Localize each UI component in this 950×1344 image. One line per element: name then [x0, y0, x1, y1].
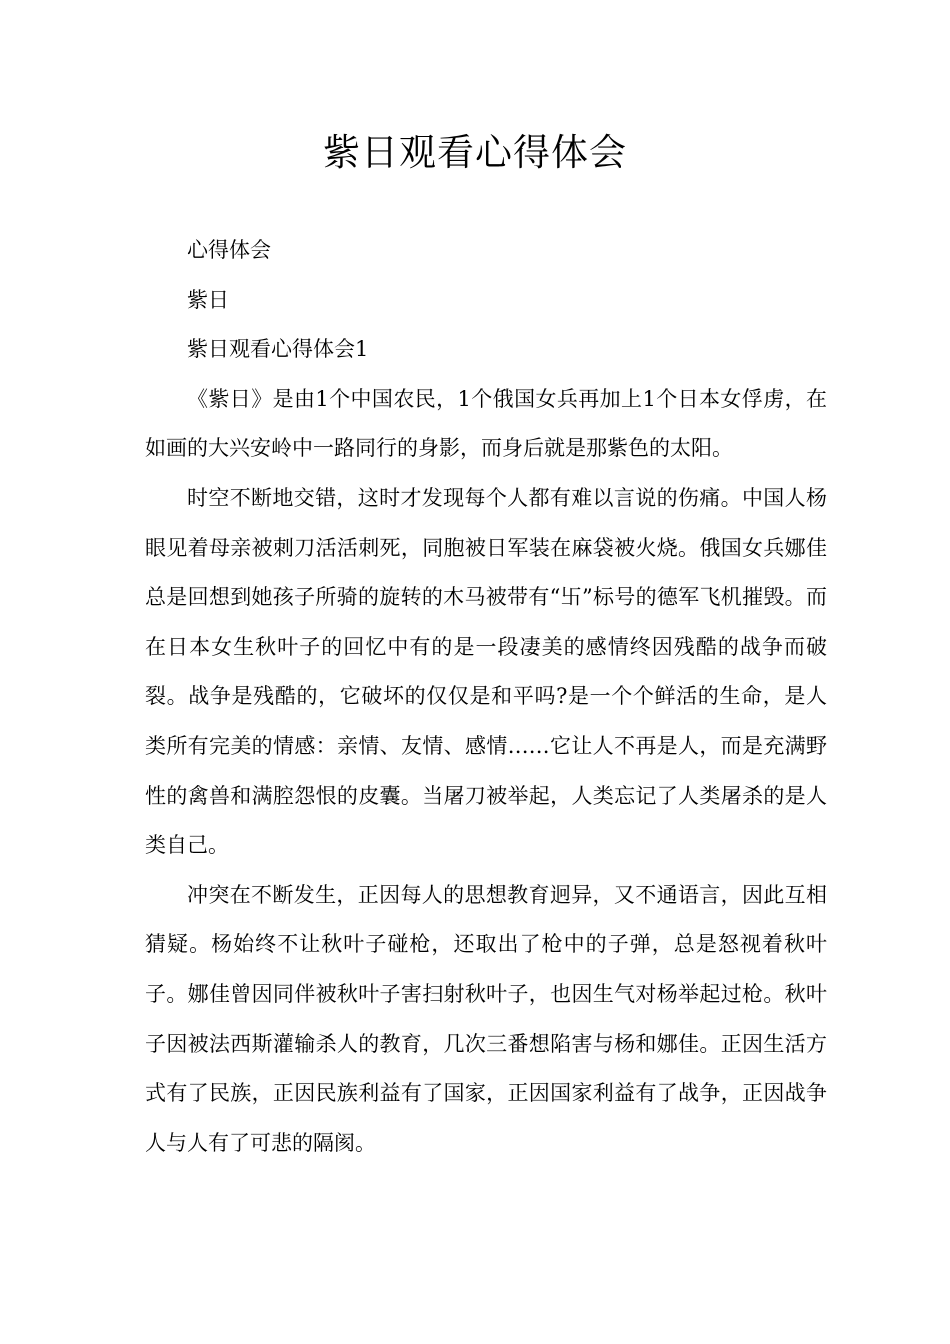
document-title: 紫日观看心得体会: [323, 131, 627, 174]
body-line-2: 紫日: [187, 287, 229, 312]
document-body: [145, 226, 827, 1168]
paragraph-3: 冲突在不断发生，正因每人的思想教育迥异，又不通语言，因此互相猜疑。杨始终不让秋叶子碰枪，还取出了枪中的子弹，总是怒视着秋叶子。娜佳曾因同伴被秋叶子害扫射秋叶子，也因生气对杨举起过枪。秋叶子因被法西斯灌输杀人的教育，几次三番想陷害与杨和娜佳。正因生活方式有了民族，正因民族利益有了国家，正因国家利益有了战争，正因战争人与人有了可悲的隔阂。: [145, 882, 827, 1155]
paragraph-1: 《紫日》是由1个中国农民，1个俄国女兵再加上1个日本女俘虏，在如画的大兴安岭中一路同行的身影，而身后就是那紫色的太阳。: [145, 386, 827, 461]
paragraph-2: 时空不断地交错，这时才发现每个人都有难以言说的伤痛。中国人杨眼见着母亲被刺刀活活刺死，同胞被日军装在麻袋被火烧。俄国女兵娜佳总是回想到她孩子所骑的旋转的木马被带有“卐”标号的德军飞机摧毁。而在日本女生秋叶子的回忆中有的是一段凄美的感情终因残酷的战争而破裂。战争是残酷的，它破坏的仅仅是和平吗?是一个个鲜活的生命，是人类所有完美的情感：亲情、友情、感情……它让人不再是人，而是充满野性的禽兽和满腔怨恨的皮囊。当屠刀被举起，人类忘记了人类屠杀的是人类自己。: [145, 485, 827, 858]
body-line-3: 紫日观看心得体会1: [187, 337, 369, 362]
body-line-1: 心得体会: [187, 238, 271, 262]
